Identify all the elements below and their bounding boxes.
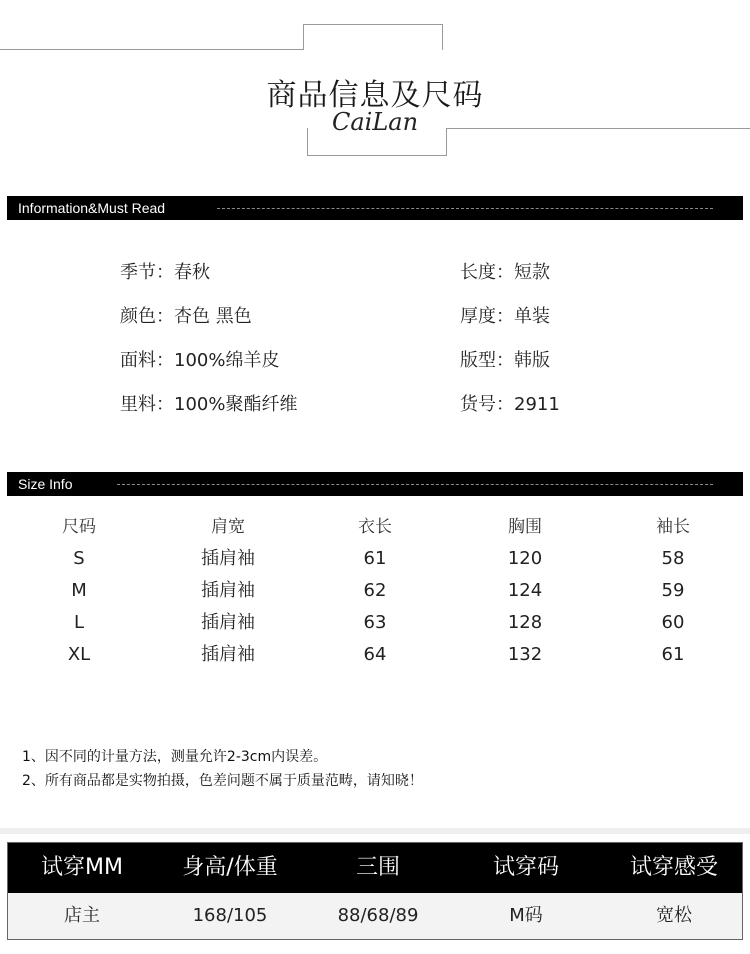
size-cell: 60 bbox=[661, 612, 685, 633]
size-cell: 61 bbox=[661, 644, 685, 665]
table-row bbox=[0, 642, 750, 674]
brand-logo: CaiLan bbox=[331, 108, 419, 136]
divider bbox=[0, 828, 750, 834]
info-item-thickness: 厚度：单装 bbox=[460, 306, 550, 327]
fit-column-header: 试穿MM bbox=[41, 855, 123, 880]
info-item-season: 季节：春秋 bbox=[120, 262, 210, 283]
info-item-color: 颜色：杏色 黑色 bbox=[120, 306, 252, 327]
table-row bbox=[0, 610, 750, 642]
size-cell: S bbox=[73, 548, 85, 569]
header-frame-line bbox=[0, 49, 303, 50]
size-cell: 58 bbox=[661, 548, 685, 569]
size-column-header: 尺码 bbox=[62, 517, 96, 537]
fit-cell: 店主 bbox=[64, 905, 100, 926]
table-row bbox=[0, 546, 750, 578]
size-cell: 124 bbox=[507, 580, 543, 601]
size-column-header: 袖长 bbox=[656, 517, 690, 537]
size-table bbox=[0, 514, 750, 674]
size-cell: 插肩袖 bbox=[201, 644, 255, 665]
size-column-header: 衣长 bbox=[358, 517, 392, 537]
header-frame-line bbox=[303, 24, 443, 25]
page-title: 商品信息及尺码 bbox=[266, 78, 484, 113]
size-cell: 插肩袖 bbox=[201, 580, 255, 601]
size-cell: 59 bbox=[661, 580, 685, 601]
info-item-fit: 版型：韩版 bbox=[460, 350, 550, 371]
size-cell: 61 bbox=[363, 548, 387, 569]
size-column-header: 胸围 bbox=[508, 517, 542, 537]
size-table-header bbox=[0, 514, 750, 546]
divider bbox=[117, 484, 713, 485]
size-column-header: 肩宽 bbox=[211, 517, 245, 537]
info-item-fabric: 面料：100%绵羊皮 bbox=[120, 350, 280, 371]
size-cell: 63 bbox=[363, 612, 387, 633]
size-section-label: Size Info bbox=[18, 476, 73, 492]
note-measurement: 1、因不同的计量方法，测量允许2-3cm内误差。 bbox=[22, 749, 328, 765]
info-item-length: 长度：短款 bbox=[460, 262, 550, 283]
size-cell: 64 bbox=[363, 644, 387, 665]
fit-column-header: 试穿感受 bbox=[629, 855, 718, 880]
fit-column-header: 身高/体重 bbox=[182, 855, 278, 880]
fit-cell: 宽松 bbox=[656, 905, 692, 926]
fit-cell: 168/105 bbox=[192, 905, 268, 926]
fit-table-header bbox=[8, 843, 742, 893]
table-row bbox=[0, 578, 750, 610]
table-row bbox=[8, 893, 742, 939]
info-item-sku: 货号：2911 bbox=[460, 394, 560, 415]
size-cell: 120 bbox=[507, 548, 543, 569]
size-cell: L bbox=[73, 612, 85, 633]
note-color-difference: 2、所有商品都是实物拍摄，色差问题不属于质量范畴，请知晓！ bbox=[22, 773, 423, 789]
size-cell: M bbox=[71, 580, 87, 601]
header-frame-line bbox=[303, 24, 304, 50]
info-section-header bbox=[7, 196, 743, 220]
info-item-lining: 里料：100%聚酯纤维 bbox=[120, 394, 298, 415]
size-cell: 62 bbox=[363, 580, 387, 601]
size-cell: 128 bbox=[507, 612, 543, 633]
size-section-header bbox=[7, 472, 743, 496]
size-cell: 132 bbox=[507, 644, 543, 665]
divider bbox=[217, 208, 713, 209]
header-frame-line bbox=[307, 155, 447, 156]
fit-column-header: 试穿码 bbox=[492, 855, 559, 880]
fit-table bbox=[7, 842, 743, 940]
size-cell: 插肩袖 bbox=[201, 548, 255, 569]
info-section-label: Information&Must Read bbox=[18, 200, 166, 216]
header-frame-line bbox=[442, 24, 443, 50]
size-cell: 插肩袖 bbox=[201, 612, 255, 633]
fit-cell: 88/68/89 bbox=[337, 905, 419, 926]
fit-cell: M码 bbox=[509, 905, 543, 926]
fit-column-header: 三围 bbox=[355, 855, 400, 880]
size-cell: XL bbox=[67, 644, 91, 665]
